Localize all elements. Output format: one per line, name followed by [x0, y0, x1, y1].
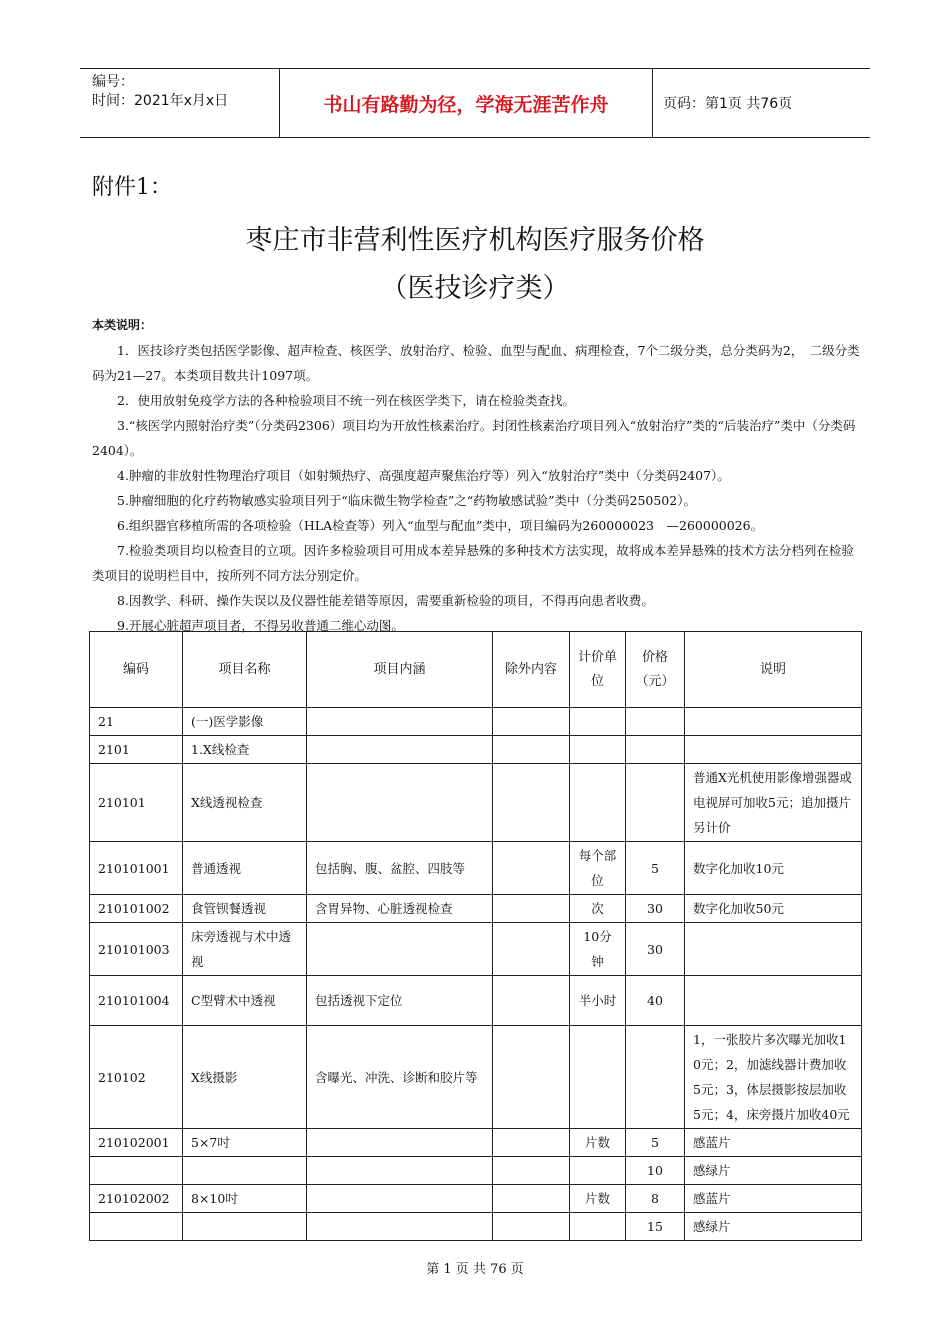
cell-code: 2101 [90, 736, 183, 764]
cell-content [307, 923, 493, 976]
note-item: 8.因教学、科研、操作失误以及仪器性能差错等原因，需要重新检验的项目，不得再向患者收费。 [117, 593, 654, 608]
category-notes [92, 313, 862, 638]
cell-unit [570, 1157, 626, 1185]
cell-code [90, 1157, 183, 1185]
col-header-code: 编码 [90, 632, 183, 708]
cell-name: X线透视检查 [183, 764, 307, 842]
cell-unit: 半小时 [570, 976, 626, 1026]
cell-unit [570, 1026, 626, 1129]
cell-exclude [493, 976, 570, 1026]
cell-exclude [493, 1026, 570, 1129]
cell-price [626, 1026, 685, 1129]
cell-exclude [493, 708, 570, 736]
price-table [89, 631, 862, 1241]
table-row [90, 923, 862, 976]
cell-price: 10 [626, 1157, 685, 1185]
header-time: 时间：2021年x月x日 [92, 93, 229, 109]
table-row [90, 1026, 862, 1129]
col-header-price: 价格（元） [626, 632, 685, 708]
table-row [90, 1157, 862, 1185]
cell-note: 1，一张胶片多次曝光加收10元；2，加滤线器计费加收5元；3，体层摄影按层加收5元；4，床旁摄片加收40元 [685, 1026, 862, 1129]
cell-unit [570, 1213, 626, 1241]
cell-exclude [493, 1157, 570, 1185]
cell-price [626, 736, 685, 764]
cell-unit [570, 736, 626, 764]
cell-price: 5 [626, 1129, 685, 1157]
cell-note: 感蓝片 [685, 1129, 862, 1157]
table-row [90, 1129, 862, 1157]
header-number: 编号： [92, 74, 134, 90]
cell-name: 床旁透视与术中透视 [183, 923, 307, 976]
cell-note: 普通X光机使用影像增强器或电视屏可加收5元；追加摄片另计价 [685, 764, 862, 842]
cell-name: 1.X线检查 [183, 736, 307, 764]
table-header-row [90, 632, 862, 708]
document-subtitle: （医技诊疗类） [380, 273, 570, 304]
cell-exclude [493, 923, 570, 976]
cell-name [183, 1213, 307, 1241]
table-row [90, 1185, 862, 1213]
cell-content: 含曝光、冲洗、诊断和胶片等 [307, 1026, 493, 1129]
col-header-exclude: 除外内容 [493, 632, 570, 708]
cell-code: 21 [90, 708, 183, 736]
page-header [80, 68, 870, 138]
note-item: 2．使用放射免疫学方法的各种检验项目不统一列在核医学类下，请在检验类查找。 [117, 393, 575, 408]
note-item: 3.“核医学内照射治疗类”（分类码2306）项目均为开放性核素治疗。封闭性核素治疗项目列入“放射治疗”类的“后装治疗”类中（分类码2404）。 [92, 418, 856, 458]
col-header-note: 说明 [685, 632, 862, 708]
cell-exclude [493, 736, 570, 764]
cell-price: 30 [626, 895, 685, 923]
cell-unit: 每个部位 [570, 842, 626, 895]
cell-exclude [493, 1213, 570, 1241]
table-body [90, 708, 862, 1241]
cell-price [626, 708, 685, 736]
header-page-info: 页码：第1页 共76页 [663, 96, 793, 112]
header-motto: 书山有路勤为径，学海无涯苦作舟 [280, 69, 653, 137]
notes-heading: 本类说明： [92, 318, 153, 332]
cell-code: 210102001 [90, 1129, 183, 1157]
col-header-content: 项目内涵 [307, 632, 493, 708]
cell-exclude [493, 1129, 570, 1157]
cell-note [685, 923, 862, 976]
table-row [90, 708, 862, 736]
table-row [90, 1213, 862, 1241]
cell-code [90, 1213, 183, 1241]
cell-code: 210101002 [90, 895, 183, 923]
cell-name: 食管钡餐透视 [183, 895, 307, 923]
cell-price: 15 [626, 1213, 685, 1241]
cell-name: 普通透视 [183, 842, 307, 895]
cell-code: 210101 [90, 764, 183, 842]
cell-name: 8×10吋 [183, 1185, 307, 1213]
col-header-unit: 计价单位 [570, 632, 626, 708]
table-row [90, 764, 862, 842]
cell-name [183, 1157, 307, 1185]
cell-content [307, 708, 493, 736]
cell-exclude [493, 1185, 570, 1213]
cell-content [307, 1213, 493, 1241]
cell-code: 210101004 [90, 976, 183, 1026]
cell-note [685, 736, 862, 764]
page-footer: 第 1 页 共 76 页 [426, 1262, 524, 1277]
note-item: 9.开展心脏超声项目者，不得另收普通二维心动图。 [117, 618, 404, 633]
cell-unit [570, 764, 626, 842]
cell-unit: 片数 [570, 1129, 626, 1157]
cell-note: 感绿片 [685, 1157, 862, 1185]
note-item: 1．医技诊疗类包括医学影像、超声检查、核医学、放射治疗、检验、血型与配血、病理检查，7个二级分类，总分类码为2， 二级分类码为21—27。本类项目数共计1097项。 [92, 343, 860, 383]
cell-price: 40 [626, 976, 685, 1026]
col-header-name: 项目名称 [183, 632, 307, 708]
cell-note [685, 976, 862, 1026]
note-item: 5.肿瘤细胞的化疗药物敏感实验项目列于“临床微生物学检查”之“药物敏感试验”类中（分类码250502）。 [117, 493, 696, 508]
cell-content [307, 736, 493, 764]
cell-name: (一)医学影像 [183, 708, 307, 736]
cell-content: 包括透视下定位 [307, 976, 493, 1026]
cell-content: 包括胸、腹、盆腔、四肢等 [307, 842, 493, 895]
cell-price: 8 [626, 1185, 685, 1213]
cell-code: 210102 [90, 1026, 183, 1129]
cell-exclude [493, 895, 570, 923]
cell-content [307, 1185, 493, 1213]
cell-note: 感蓝片 [685, 1185, 862, 1213]
cell-note: 数字化加收10元 [685, 842, 862, 895]
cell-note: 数字化加收50元 [685, 895, 862, 923]
table-row [90, 895, 862, 923]
cell-unit: 次 [570, 895, 626, 923]
cell-content [307, 1157, 493, 1185]
cell-exclude [493, 764, 570, 842]
table-row [90, 736, 862, 764]
cell-code: 210101003 [90, 923, 183, 976]
cell-exclude [493, 842, 570, 895]
note-item: 7.检验类项目均以检查目的立项。因许多检验项目可用成本差异悬殊的多种技术方法实现，故将成本差异悬殊的技术方法分档列在检验类项目的说明栏目中，按所列不同方法分别定价。 [92, 543, 854, 583]
table-row [90, 842, 862, 895]
cell-price: 30 [626, 923, 685, 976]
cell-code: 210102002 [90, 1185, 183, 1213]
cell-content: 含胃异物、心脏透视检查 [307, 895, 493, 923]
cell-unit: 片数 [570, 1185, 626, 1213]
cell-name: 5×7吋 [183, 1129, 307, 1157]
table-row [90, 976, 862, 1026]
document-title: 枣庄市非营利性医疗机构医疗服务价格 [245, 225, 705, 256]
cell-name: C型臂术中透视 [183, 976, 307, 1026]
cell-unit [570, 708, 626, 736]
cell-code: 210101001 [90, 842, 183, 895]
cell-content [307, 764, 493, 842]
cell-content [307, 1129, 493, 1157]
cell-price: 5 [626, 842, 685, 895]
cell-note [685, 708, 862, 736]
cell-name: X线摄影 [183, 1026, 307, 1129]
cell-price [626, 764, 685, 842]
header-meta [80, 69, 280, 137]
cell-unit: 10分钟 [570, 923, 626, 976]
note-item: 4.肿瘤的非放射性物理治疗项目（如射频热疗、高强度超声聚焦治疗等）列入“放射治疗”类中（分类码2407）。 [117, 468, 730, 483]
cell-note: 感绿片 [685, 1213, 862, 1241]
note-item: 6.组织器官移植所需的各项检验（HLA检查等）列入“血型与配血”类中，项目编码为260000023 —260000026。 [117, 518, 764, 533]
attachment-label: 附件1： [92, 175, 172, 200]
